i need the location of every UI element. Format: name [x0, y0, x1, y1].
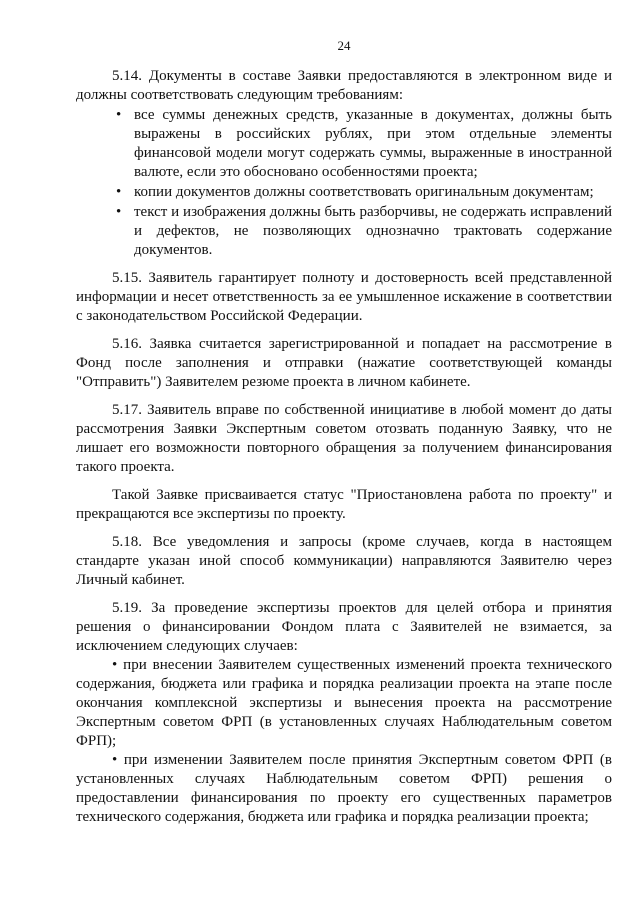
bullet-icon: •	[112, 657, 118, 673]
section-5-16: 5.16. Заявка считается зарегистрированной и попадает на рассмотрение в Фонд после заполнения и отправки (нажатие соответствующей команды "Отправить") Заявителем резюме проекта в личном кабинете.	[76, 336, 612, 390]
case-text: при изменении Заявителем после принятия Экспертным советом ФРП (в установленных случаях Наблюдательным советом ФРП) решения о предоставлении финансирования по проекту его существенных параметров технического содержания, бюджета или графика и порядка реализации проекта;	[76, 752, 613, 825]
bullet-icon: •	[116, 204, 122, 220]
page-number: 24	[337, 38, 351, 53]
bullet-icon: •	[116, 107, 122, 123]
list-item	[116, 203, 612, 260]
section-5-15: 5.15. Заявитель гарантирует полноту и достоверность всей представленной информации и несет ответственность за ее умышленное искажение в соответствии с законодательством Российской Федерации.	[76, 270, 612, 324]
section-5-19-case-2	[76, 751, 612, 827]
section-5-14-intro: 5.14. Документы в составе Заявки предоставляются в электронном виде и должны соответствовать следующим требованиям:	[76, 68, 612, 103]
section-5-19-intro: 5.19. За проведение экспертизы проектов для целей отбора и принятия решения о финансировании Фондом плата с Заявителей не взимается, за исключением следующих случаев:	[76, 600, 612, 654]
bullet-icon: •	[116, 184, 122, 200]
section-5-18: 5.18. Все уведомления и запросы (кроме случаев, когда в настоящем стандарте указан иной способ коммуникации) направляются Заявителю через Личный кабинет.	[76, 534, 612, 588]
list-item	[116, 183, 612, 202]
case-text: при внесении Заявителем существенных изменений проекта технического содержания, бюджета или графика и порядка реализации проекта на этапе после окончания комплексной экспертизы и вынесения проекта на рассмотрение Экспертным советом ФРП (в установленных случаях Наблюдательным советом ФРП);	[76, 657, 613, 749]
list-item-text: текст и изображения должны быть разборчивы, не содержать исправлений и дефектов, не позволяющих однозначно трактовать содержание документов.	[134, 204, 612, 258]
list-item-text: копии документов должны соответствовать оригинальным документам;	[134, 184, 594, 200]
section-5-19-case-1	[76, 656, 612, 751]
section-5-17-status: Такой Заявке присваивается статус "Приостановлена работа по проекту" и прекращаются все экспертизы по проекту.	[76, 487, 612, 522]
section-5-17: 5.17. Заявитель вправе по собственной инициативе в любой момент до даты рассмотрения Заявки Экспертным советом отозвать поданную Заявку, что не лишает его возможности повторного обращения за получением финансирования такого проекта.	[76, 402, 612, 475]
list-item	[116, 106, 612, 182]
list-item-text: все суммы денежных средств, указанные в документах, должны быть выражены в российских рублях, при этом отдельные элементы финансовой модели могут содержать суммы, выраженные в иностранной валюте, если это обосновано особенностями проекта;	[134, 107, 612, 180]
section-5-14-bullet-list	[76, 106, 612, 260]
bullet-icon: •	[112, 752, 118, 768]
